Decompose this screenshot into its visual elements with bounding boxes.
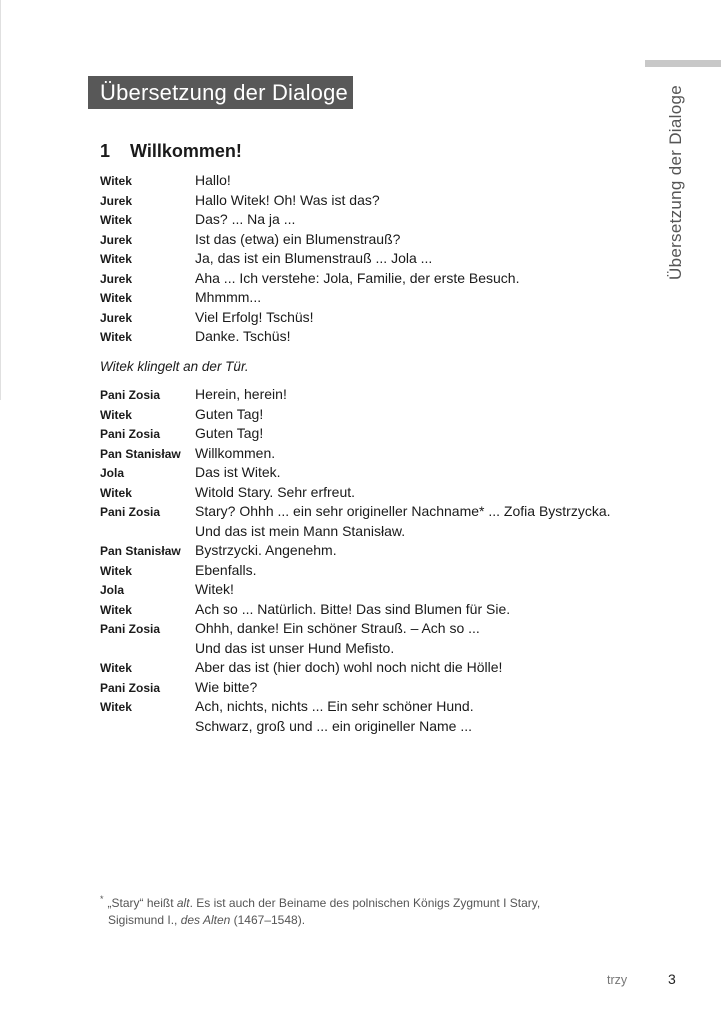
footnote-text-1: „Stary“ heißt xyxy=(107,896,177,910)
footnote-text-2: . Es ist auch der Beiname des polnischen Königs Zygmunt I Stary, xyxy=(189,896,541,910)
dialog-row xyxy=(100,309,519,329)
dialog-line: Hallo Witek! Oh! Was ist das? xyxy=(195,191,380,208)
footnote-text-4: (1467–1548). xyxy=(230,913,306,927)
dialog-line: Hallo! xyxy=(195,172,231,188)
dialog-row xyxy=(100,698,611,718)
speaker-name: Witek xyxy=(100,485,132,500)
section-title-text: Willkommen! xyxy=(130,141,242,161)
dialog-row xyxy=(100,192,519,212)
dialog-row xyxy=(100,484,611,504)
speaker-name: Witek xyxy=(100,174,132,188)
dialog-line: Stary? Ohhh ... ein sehr origineller Nachname* ... Zofia Bystrzycka. xyxy=(195,503,611,519)
dialog-row xyxy=(100,718,611,738)
dialog-line: Und das ist unser Hund Mefisto. xyxy=(195,639,395,656)
margin-tab-bar xyxy=(645,60,721,67)
dialog-line: Ohhh, danke! Ein schöner Strauß. – Ach so ... xyxy=(195,620,480,636)
speaker-name: Jurek xyxy=(100,271,133,286)
dialog-line: Aha ... Ich verstehe: Jola, Familie, der erste Besuch. xyxy=(195,269,520,286)
dialog-line: Wie bitte? xyxy=(195,678,258,695)
section-title xyxy=(100,141,242,162)
dialog-line: Guten Tag! xyxy=(195,405,264,422)
dialog-row xyxy=(100,581,611,601)
dialog-line: Und das ist mein Mann Stanisław. xyxy=(195,522,406,539)
speaker-name: Witek xyxy=(100,563,132,578)
page-edge-line xyxy=(0,0,1,400)
dialog-line: Herein, herein! xyxy=(195,386,287,402)
dialog-block-2 xyxy=(100,386,611,737)
dialog-row xyxy=(100,231,519,251)
dialog-line: Ebenfalls. xyxy=(195,561,257,578)
dialog-row xyxy=(100,562,611,582)
speaker-name: Pani Zosia xyxy=(100,680,161,695)
dialog-row xyxy=(100,659,611,679)
speaker-name: Jurek xyxy=(100,310,133,325)
dialog-line: Das ist Witek. xyxy=(195,464,281,480)
speaker-name: Witek xyxy=(100,213,132,227)
footnote-text-3: Sigismund I., xyxy=(108,913,181,927)
dialog-line: Witek! xyxy=(195,581,234,597)
speaker-name: Pani Zosia xyxy=(100,505,161,519)
dialog-row xyxy=(100,211,519,231)
speaker-name: Jurek xyxy=(100,232,133,247)
page-number: 3 xyxy=(668,971,676,987)
dialog-line: Willkommen. xyxy=(195,444,276,461)
dialog-row xyxy=(100,328,519,348)
speaker-name: Pani Zosia xyxy=(100,388,161,402)
speaker-name: Witek xyxy=(100,602,132,617)
dialog-line: Das? ... Na ja ... xyxy=(195,211,296,227)
side-running-title: Übersetzung der Dialoge xyxy=(666,85,685,280)
dialog-row xyxy=(100,620,611,640)
speaker-name: Witek xyxy=(100,330,132,344)
dialog-row xyxy=(100,503,611,523)
footnote-line-1 xyxy=(100,891,580,912)
dialog-line: Ach so ... Natürlich. Bitte! Das sind Blumen für Sie. xyxy=(195,600,511,617)
dialog-line: Ja, das ist ein Blumenstrauß ... Jola ... xyxy=(195,250,433,266)
dialog-block-1 xyxy=(100,172,519,348)
speaker-name: Pani Zosia xyxy=(100,427,161,441)
dialog-row xyxy=(100,640,611,660)
dialog-row xyxy=(100,406,611,426)
footnote-italic-des-alten: des Alten xyxy=(180,913,231,927)
dialog-line: Mhmmm... xyxy=(195,289,262,305)
speaker-name: Witek xyxy=(100,661,132,675)
section-number: 1 xyxy=(100,141,111,161)
dialog-row xyxy=(100,542,611,562)
dialog-line: Witold Stary. Sehr erfreut. xyxy=(195,483,356,500)
dialog-line: Ach, nichts, nichts ... Ein sehr schöner Hund. xyxy=(195,698,474,714)
dialog-row xyxy=(100,679,611,699)
footnote-line-2 xyxy=(100,912,580,929)
dialog-row xyxy=(100,250,519,270)
footnote xyxy=(100,891,580,929)
dialog-line: Aber das ist (hier doch) wohl noch nicht die Hölle! xyxy=(195,659,503,675)
dialog-line: Danke. Tschüs! xyxy=(195,328,291,344)
dialog-line: Schwarz, groß und ... ein origineller Name ... xyxy=(195,717,473,734)
speaker-name: Witek xyxy=(100,252,132,266)
dialog-line: Ist das (etwa) ein Blumenstrauß? xyxy=(195,230,401,247)
dialog-row xyxy=(100,172,519,192)
dialog-row xyxy=(100,523,611,543)
dialog-line: Viel Erfolg! Tschüs! xyxy=(195,308,314,325)
dialog-row xyxy=(100,386,611,406)
speaker-name: Pan Stanisław xyxy=(100,544,181,558)
footnote-italic-alt: alt xyxy=(176,896,190,910)
speaker-name: Pan Stanisław xyxy=(100,446,181,461)
speaker-name: Jurek xyxy=(100,193,133,208)
dialog-row xyxy=(100,464,611,484)
dialog-row xyxy=(100,601,611,621)
stage-direction: Witek klingelt an der Tür. xyxy=(100,359,249,374)
dialog-line: Bystrzycki. Angenehm. xyxy=(195,542,337,558)
page-word: trzy xyxy=(607,973,628,987)
dialog-row xyxy=(100,289,519,309)
chapter-header: Übersetzung der Dialoge xyxy=(88,76,353,109)
dialog-row xyxy=(100,270,519,290)
speaker-name: Jola xyxy=(100,583,125,597)
dialog-line: Guten Tag! xyxy=(195,425,264,441)
footnote-mark: * xyxy=(100,894,104,904)
speaker-name: Pani Zosia xyxy=(100,622,161,636)
dialog-row xyxy=(100,445,611,465)
speaker-name: Jola xyxy=(100,466,125,480)
dialog-row xyxy=(100,425,611,445)
speaker-name: Witek xyxy=(100,291,132,305)
speaker-name: Witek xyxy=(100,700,132,714)
speaker-name: Witek xyxy=(100,407,132,422)
